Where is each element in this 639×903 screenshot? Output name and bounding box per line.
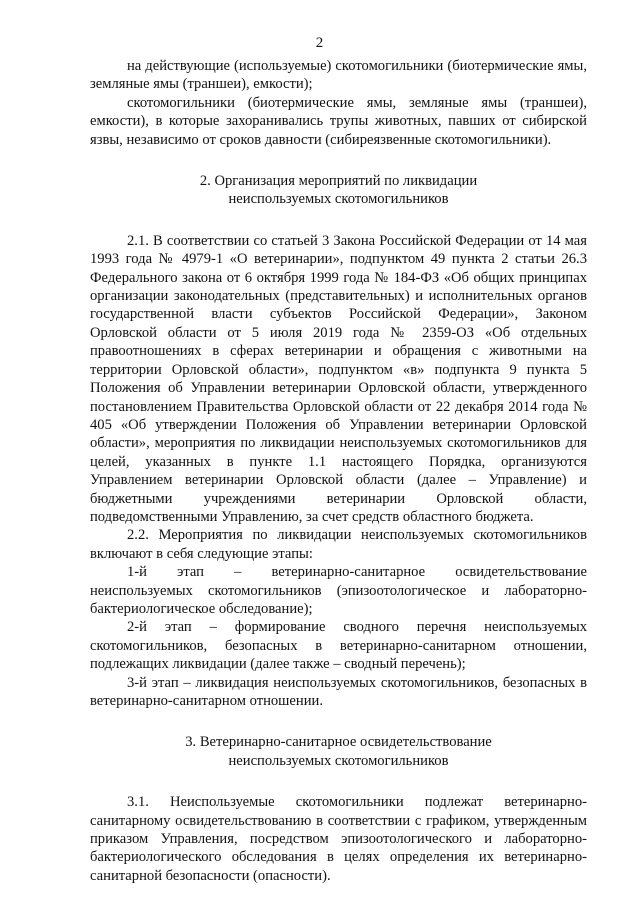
intro-paragraph: скотомогильники (биотермические ямы, земляные ямы (траншеи), емкости), в которые захоранивались трупы животных, павших от сибирской язвы, независимо от сроков давности (сибиреязвенные скотомогильники).: [90, 94, 587, 148]
section-2-paragraph: 2.2. Мероприятия по ликвидации неиспользуемых скотомогильников включают в себя следующие этапы:: [90, 527, 587, 562]
section-2-paragraph: 2-й этап – формирование сводного перечня неиспользуемых скотомогильников, безопасных в ветеринарно-санитарном отношении, подлежащих ликвидации (далее также – сводный перечень);: [90, 619, 587, 673]
page-number: 2: [315, 35, 324, 51]
section-3-heading-line: 3. Ветеринарно-санитарное освидетельствование: [185, 734, 492, 751]
section-2-heading-line: 2. Организация мероприятий по ликвидации: [199, 173, 478, 190]
section-2-paragraph: 3-й этап – ликвидация неиспользуемых скотомогильников, безопасных в ветеринарно-санитарном отношении.: [90, 674, 587, 709]
section-2-paragraph: 1-й этап – ветеринарно-санитарное освидетельствование неиспользуемых скотомогильников (эпизоотологическое и лабораторно-бактериологическое обследование);: [90, 564, 587, 617]
section-3-heading-line: неиспользуемых скотомогильников: [228, 752, 449, 769]
section-2-paragraph: 2.1. В соответствии со статьей 3 Закона Российской Федерации от 14 мая 1993 года № 4979-1 «О ветеринарии», подпунктом 49 пункта 2 статьи 26.3 Федерального закона от 6 октября 1999 года № 184-ФЗ «Об общих принципах организации законодательных (представительных) и исполнительных органов государственной власти субъектов Российской Федерации», Законом Орловской области от 5 июля 2019 года № 2359-ОЗ «Об отдельных правоотношениях в сферах ветеринарии и обращения с животными на территории Орловской области», подпунктом «в» подпункта 9 пункта 5 Положения об Управлении ветеринарии Орловской области, утвержденного постановлением Правительства Орловской области от 22 декабря 2014 года № 405 «Об утверждении Положения об Управлении ветеринарии Орловской области», мероприятия по ликвидации неиспользуемых скотомогильников для целей, указанных в пункте 1.1 настоящего Порядка, организуются Управлением ветеринарии Орловской области (далее – Управление) и бюджетными учреждениями ветеринарии Орловской области, подведомственными Управлению, за счет средств областного бюджета.: [90, 232, 587, 525]
section-2-heading: [90, 172, 587, 209]
section-3-paragraph: 3.1. Неиспользуемые скотомогильники подлежат ветеринарно-санитарному освидетельствованию в соответствии с графиком, утвержденным приказом Управления, посредством эпизоотологического и лабораторно-бактериологического обследования в целях определения их ветеринарно-санитарной безопасности (опасности).: [90, 794, 587, 884]
section-2-heading-line: неиспользуемых скотомогильников: [228, 191, 449, 208]
intro-paragraph: на действующие (используемые) скотомогильники (биотермические ямы, земляные ямы (траншеи), емкости);: [90, 58, 587, 93]
section-3-heading: [90, 733, 587, 770]
document-body: [90, 57, 587, 885]
